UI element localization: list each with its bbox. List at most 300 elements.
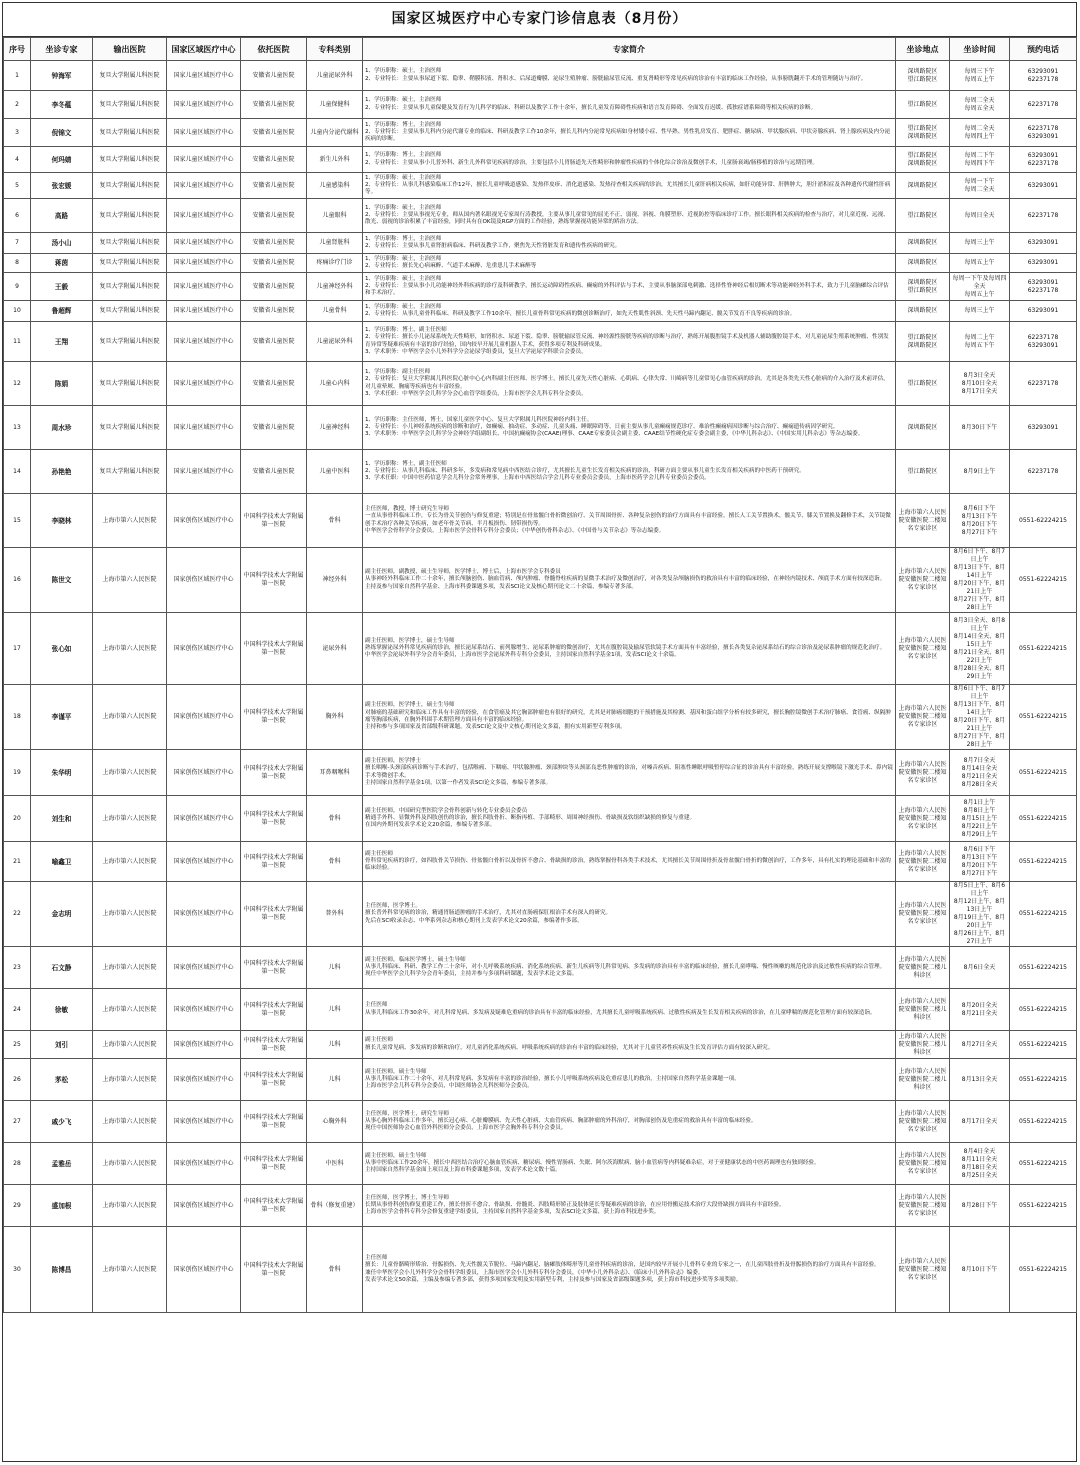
- base-hospital: 中国科学技术大学附属第一医院: [241, 750, 307, 796]
- row-number: 30: [4, 1227, 31, 1313]
- booking-phone: 63293091: [1010, 301, 1077, 322]
- expert-name: 何玛婧: [31, 147, 93, 173]
- output-hospital: 上海市第六人民医院: [93, 750, 167, 796]
- expert-intro: 1、学历职称：主任医师，博士，国家儿童医学中心、复旦大学附属儿科医院神经内科主任。 2、专业特长：小儿神经系统疾病的诊断和治疗，如癫痫、抽动症、多动症、儿童头痛、睡眠障碍等，日前主要从事儿童癫痫规范诊疗、难治性癫痫病因诊断与综合治疗、癫痫遗传病因学研究。 3、学术职务：中华医学会儿科学分会神经学组副组长、中国抗癫痫协会(CAAE)理事、CAAE专家委员会副主委、CAAE结节性硬化症专委会副主委，《中华儿科杂志》、《中国实用儿科杂志》等杂志编委。: [363, 406, 896, 450]
- base-hospital: 中国科学技术大学附属第一医院: [241, 1101, 307, 1143]
- booking-phone: 0551-62224215: [1010, 1185, 1077, 1227]
- clinic-location: 上海市第六人民医院安徽医院二楼知名专家诊区: [896, 1185, 950, 1227]
- booking-phone: 0551-62224215: [1010, 685, 1077, 750]
- department: 儿童神经外科: [307, 273, 363, 301]
- base-hospital: 安徽省儿童医院: [241, 147, 307, 173]
- expert-name: 石文静: [31, 947, 93, 989]
- expert-name: 徐敏: [31, 989, 93, 1031]
- clinic-location: 望江路院区 深圳路院区: [896, 322, 950, 362]
- row-number: 11: [4, 322, 31, 362]
- regional-center: 国家儿童区域医疗中心: [167, 362, 241, 406]
- department: 心胸外科: [307, 1101, 363, 1143]
- clinic-location: 上海市第六人民医院安徽医院二楼知名专家诊区: [896, 1227, 950, 1313]
- expert-name: 周水珍: [31, 406, 93, 450]
- regional-center: 国家儿童区域医疗中心: [167, 273, 241, 301]
- table-row: [4, 1185, 1077, 1227]
- clinic-time: 8月3日全天、8月8日上午 8月14日全天、8月15日上午 8月21日全天、8月22日上午 8月28日全天、8月29日上午: [950, 613, 1010, 685]
- clinic-time: 8月6日下午 8月13日下午 8月20日下午 8月27日下午: [950, 494, 1010, 548]
- booking-phone: 0551-62224215: [1010, 947, 1077, 989]
- col-header: 专科类别: [307, 38, 363, 61]
- output-hospital: 上海市第六人民医院: [93, 494, 167, 548]
- booking-phone: 63293091: [1010, 233, 1077, 254]
- expert-intro: 主任医师，医学博士。 擅长普外科常见病的诊治，精通胃肠道肿瘤的手术治疗，尤其对直肠癌保肛根治手术有深入的研究。 先后在SCI收录杂志、中华系列杂志和核心期刊上发表学术论文20余篇，参编著作多部。: [363, 882, 896, 947]
- expert-name: 陈世文: [31, 548, 93, 613]
- clinic-location: 深圳路院区: [896, 254, 950, 273]
- base-hospital: 中国科学技术大学附属第一医院: [241, 882, 307, 947]
- row-number: 3: [4, 119, 31, 147]
- output-hospital: 上海市第六人民医院: [93, 548, 167, 613]
- department: 儿科: [307, 1059, 363, 1101]
- clinic-time: 每周一下午 每周二全天: [950, 173, 1010, 199]
- regional-center: 国家创伤区域医疗中心: [167, 842, 241, 882]
- base-hospital: 中国科学技术大学附属第一医院: [241, 613, 307, 685]
- row-number: 28: [4, 1143, 31, 1185]
- clinic-location: 望江路院区 深圳路院区: [896, 147, 950, 173]
- row-number: 17: [4, 613, 31, 685]
- clinic-time: 8月20日全天 8月21日全天: [950, 989, 1010, 1031]
- output-hospital: 上海市第六人民医院: [93, 1227, 167, 1313]
- department: 新生儿外科: [307, 147, 363, 173]
- department: 儿童内分泌代谢科: [307, 119, 363, 147]
- clinic-location: 望江路院区: [896, 362, 950, 406]
- regional-center: 国家创伤区域医疗中心: [167, 989, 241, 1031]
- expert-intro: 1、学历职称：硕士，主治医师 2、专业特长：主要从事尿道下裂、隐睾、鞘膜积液、肾积水、后尿道瓣膜、泌尿生殖肿瘤、膀胱输尿管反流、重复肾畸形等常见疾病的诊治有丰富的临床工作经验，从事膀胱翻开手术的管理随访与治疗。: [363, 61, 896, 91]
- booking-phone: 62237178: [1010, 362, 1077, 406]
- expert-name: 蒋茵: [31, 254, 93, 273]
- regional-center: 国家创伤区域医疗中心: [167, 1227, 241, 1313]
- expert-intro: 1、学历职称：博士，副主任医师 2、专业特长：擅长小儿泌尿系统先天性畸形，如肾积水、尿道下裂、隐睾、膀胱输尿管反流、神经源性膀胱等疾病的诊断与治疗，熟练开展腹腔镜手术及机器人辅助腹腔镜手术，对儿童泌尿生殖系统肿瘤、性别发育异常等疑难疾病有丰富的诊疗经验，国内较早开展儿童机器人手术，获得多项专利及科研成果。 3、学术职务：中华医学会小儿外科学分会泌尿学组委员，复旦大学泌尿学科联合会委员。: [363, 322, 896, 362]
- department: 骨科（修复重建）: [307, 1185, 363, 1227]
- expert-name: 茅松: [31, 1059, 93, 1101]
- base-hospital: 中国科学技术大学附属第一医院: [241, 494, 307, 548]
- row-number: 16: [4, 548, 31, 613]
- output-hospital: 复旦大学附属儿科医院: [93, 91, 167, 119]
- base-hospital: 安徽省儿童医院: [241, 119, 307, 147]
- regional-center: 国家创伤区域医疗中心: [167, 796, 241, 842]
- regional-center: 国家儿童区域医疗中心: [167, 254, 241, 273]
- expert-name: 陈博昌: [31, 1227, 93, 1313]
- booking-phone: 0551-62224215: [1010, 1227, 1077, 1313]
- row-number: 2: [4, 91, 31, 119]
- output-hospital: 上海市第六人民医院: [93, 1031, 167, 1059]
- clinic-time: 8月6日下午 8月13日下午 8月20日下午 8月27日下午: [950, 842, 1010, 882]
- clinic-location: 望江路院区: [896, 450, 950, 494]
- output-hospital: 复旦大学附属儿科医院: [93, 273, 167, 301]
- table-row: [4, 750, 1077, 796]
- booking-phone: 63293091: [1010, 254, 1077, 273]
- row-number: 22: [4, 882, 31, 947]
- clinic-time: 每周三上午: [950, 301, 1010, 322]
- department: 胸外科: [307, 685, 363, 750]
- regional-center: 国家创伤区域医疗中心: [167, 750, 241, 796]
- base-hospital: 安徽省儿童医院: [241, 254, 307, 273]
- expert-intro: 副主任医师 骨科常见疾病的诊疗，如四肢骨关节损伤、骨盆髋臼骨折以及骨折不愈合、骨缺损的诊治，熟练掌握骨科各类手术技术，尤其擅长关节周围骨折及骨盆髋臼骨折的微创治疗，工作多年，具有扎实的理论基础和丰富的临床经验。: [363, 842, 896, 882]
- output-hospital: 复旦大学附属儿科医院: [93, 254, 167, 273]
- clinic-time: 每周日全天: [950, 199, 1010, 233]
- department: 儿童泌尿外科: [307, 61, 363, 91]
- booking-phone: 0551-62224215: [1010, 796, 1077, 842]
- regional-center: 国家儿童区域医疗中心: [167, 199, 241, 233]
- department: 儿童中医科: [307, 450, 363, 494]
- col-header: 坐诊专家: [31, 38, 93, 61]
- row-number: 25: [4, 1031, 31, 1059]
- output-hospital: 上海市第六人民医院: [93, 989, 167, 1031]
- expert-name: 孟雅岳: [31, 1143, 93, 1185]
- clinic-location: 上海市第六人民医院安徽医院二楼儿科诊区: [896, 989, 950, 1031]
- base-hospital: 安徽省儿童医院: [241, 450, 307, 494]
- department: 骨科: [307, 796, 363, 842]
- expert-name: 张心如: [31, 613, 93, 685]
- expert-intro: 1、学历职称：硕士，主治医师 2、专业特长：从事儿科感染临床工作12年，擅长儿童呼吸道感染、发热伴皮疹、消化道感染、发热待查相关疾病的诊治，尤其擅长儿童肝病相关疾病，如肝功能异常、肝脾肿大，胆汁淤积症及各种遗传代谢性肝病等。: [363, 173, 896, 199]
- base-hospital: 中国科学技术大学附属第一医院: [241, 1143, 307, 1185]
- output-hospital: 复旦大学附属儿科医院: [93, 147, 167, 173]
- expert-intro: 1、学历职称：硕士，主治医师 2、专业特长：从事儿童骨科临床、科研及教学工作10余年，擅长儿童骨科常见疾病的微创诊断治疗，如先天性肌性斜颈、先天性马蹄内翻足、髋关节发育不良等疾病的诊治。: [363, 301, 896, 322]
- expert-name: 鲁超辉: [31, 301, 93, 322]
- expert-intro: 主任医师 从事儿科临床工作30余年，对儿科常见病、多发病及疑难危重病的诊治具有丰富的临床经验，尤其擅长儿童呼吸系统疾病、过敏性疾病及生长发育相关疾病的诊治，在儿童哮喘的规范化管理方面有较深造诣。: [363, 989, 896, 1031]
- regional-center: 国家创伤区域医疗中心: [167, 1101, 241, 1143]
- col-header: 国家区域医疗中心: [167, 38, 241, 61]
- expert-intro: 副主任医师，硕士生导师 从事中医临床工作20余年，擅长中西医结合治疗心脑血管疾病、糖尿病、慢性胃肠病、失眠、阿尔茨海默病、脑小血管病等内科疑难杂症，对于亚健康状态的中医药调理也有独到经验。 主持国家自然科学基金面上项目及上海市科委课题多项，发表学术论文数十篇。: [363, 1143, 896, 1185]
- expert-intro: 1、学历职称：博士，主治医师 2、专业特长：主要从事小儿普外科、新生儿外科常见疾病的诊治，主要包括小儿胃肠道先天性畸形和肿瘤性疾病的个体化综合诊治及微创手术，儿童肠衰竭/肠移植的诊治与远期管理。: [363, 147, 896, 173]
- clinic-time: 8月27日全天: [950, 1031, 1010, 1059]
- regional-center: 国家创伤区域医疗中心: [167, 947, 241, 989]
- booking-phone: 0551-62224215: [1010, 989, 1077, 1031]
- department: 儿童保健科: [307, 91, 363, 119]
- department: 儿童眼科: [307, 199, 363, 233]
- clinic-time: 每周二下午 每周四下午: [950, 147, 1010, 173]
- clinic-time: 8月1日上午 8月8日上午 8月15日上午 8月22日上午 8月29日上午: [950, 796, 1010, 842]
- clinic-time: 8月4日全天 8月11日全天 8月18日全天 8月25日全天: [950, 1143, 1010, 1185]
- row-number: 14: [4, 450, 31, 494]
- row-number: 20: [4, 796, 31, 842]
- regional-center: 国家创伤区域医疗中心: [167, 548, 241, 613]
- clinic-location: 上海市第六人民医院安徽医院二楼知名专家诊区: [896, 548, 950, 613]
- expert-name: 陈娟: [31, 362, 93, 406]
- regional-center: 国家创伤区域医疗中心: [167, 1143, 241, 1185]
- output-hospital: 复旦大学附属儿科医院: [93, 199, 167, 233]
- regional-center: 国家儿童区域医疗中心: [167, 450, 241, 494]
- col-header: 序号: [4, 38, 31, 61]
- row-number: 1: [4, 61, 31, 91]
- row-number: 26: [4, 1059, 31, 1101]
- regional-center: 国家儿童区域医疗中心: [167, 61, 241, 91]
- department: 儿童神经科: [307, 406, 363, 450]
- clinic-location: 上海市第六人民医院安徽医院二楼知名专家诊区: [896, 750, 950, 796]
- row-number: 10: [4, 301, 31, 322]
- table-row: [4, 301, 1077, 322]
- clinic-time: 8月30日下午: [950, 406, 1010, 450]
- col-header: 依托医院: [241, 38, 307, 61]
- output-hospital: 复旦大学附属儿科医院: [93, 322, 167, 362]
- department: 儿童心内科: [307, 362, 363, 406]
- row-number: 24: [4, 989, 31, 1031]
- clinic-location: 深圳路院区 望江路院区: [896, 61, 950, 91]
- department: 儿科: [307, 1031, 363, 1059]
- clinic-time: 每周二全天 每周五全天: [950, 91, 1010, 119]
- expert-name: 汤小山: [31, 233, 93, 254]
- regional-center: 国家创伤区域医疗中心: [167, 1185, 241, 1227]
- expert-name: 朱华明: [31, 750, 93, 796]
- output-hospital: 复旦大学附属儿科医院: [93, 301, 167, 322]
- regional-center: 国家儿童区域医疗中心: [167, 406, 241, 450]
- department: 骨科: [307, 494, 363, 548]
- department: 普外科: [307, 882, 363, 947]
- regional-center: 国家创伤区域医疗中心: [167, 882, 241, 947]
- table-row: [4, 147, 1077, 173]
- regional-center: 国家创伤区域医疗中心: [167, 494, 241, 548]
- table-row: [4, 406, 1077, 450]
- table-row: [4, 947, 1077, 989]
- expert-name: 李晓林: [31, 494, 93, 548]
- booking-phone: 62237178: [1010, 450, 1077, 494]
- clinic-time: 每周五上午: [950, 254, 1010, 273]
- clinic-time: 每周三上午: [950, 233, 1010, 254]
- expert-intro: 1、学历职称：副主任医师 2、专业特长：复旦大学附属儿科医院心脏中心心内科副主任医师、医学博士，擅长儿童先天性心脏病、心肌病、心律失常、川崎病等儿童常见心血管疾病的诊治，尤其是各类先天性心脏病的介入治疗及术前评估，对儿童晕厥、胸痛等疾病也有丰富经验。 3、学术任职：中华医学会儿科学分会心血管学组委员，上海市医学会儿科专科分会委员。: [363, 362, 896, 406]
- table-header: [4, 38, 1077, 61]
- regional-center: 国家儿童区域医疗中心: [167, 233, 241, 254]
- clinic-location: 上海市第六人民医院安徽医院二楼儿科诊区: [896, 947, 950, 989]
- table-row: [4, 548, 1077, 613]
- booking-phone: 0551-62224215: [1010, 750, 1077, 796]
- base-hospital: 安徽省儿童医院: [241, 91, 307, 119]
- row-number: 27: [4, 1101, 31, 1143]
- expert-intro: 1、学历职称：硕士，主治医师 2、专业特长：主要从事儿童保健及发育行为儿科学的临床、科研以及教学工作十余年，擅长儿童发育障碍性疾病和语言发育障碍、全面发育迟缓、孤独症谱系障碍等相关疾病的诊断。: [363, 91, 896, 119]
- row-number: 19: [4, 750, 31, 796]
- table-row: [4, 233, 1077, 254]
- clinic-time: 8月6日下午、8月7日上午 8月13日下午、8月14日上午 8月20日下午、8月21日上午 8月27日下午、8月28日上午: [950, 685, 1010, 750]
- clinic-time: 8月5日上午、8月6日上午 8月12日上午、8月13日上午 8月19日上午、8月20日上午 8月26日上午、8月27日上午: [950, 882, 1010, 947]
- base-hospital: 中国科学技术大学附属第一医院: [241, 548, 307, 613]
- expert-name: 李冬蕴: [31, 91, 93, 119]
- clinic-location: 深圳路院区 望江路院区: [896, 273, 950, 301]
- department: 疼痛诊疗门诊: [307, 254, 363, 273]
- output-hospital: 上海市第六人民医院: [93, 842, 167, 882]
- booking-phone: 0551-62224215: [1010, 613, 1077, 685]
- col-header: 输出医院: [93, 38, 167, 61]
- schedule-sheet: [2, 2, 1077, 1462]
- department: 儿童肾脏科: [307, 233, 363, 254]
- expert-intro: 主任医师，医学博士，研究生导师 从事心胸外科临床工作多年，擅长冠心病、心脏瓣膜病、先天性心脏病、大血管疾病、胸部肿瘤的外科治疗，对胸部创伤及危重症的救治具有丰富的临床经验。 现任中国医师协会心血管外科医师分会委员，上海市医学会胸外科专科分会委员。: [363, 1101, 896, 1143]
- table-row: [4, 362, 1077, 406]
- expert-name: 盛加根: [31, 1185, 93, 1227]
- table-row: [4, 1031, 1077, 1059]
- table-row: [4, 199, 1077, 233]
- output-hospital: 上海市第六人民医院: [93, 947, 167, 989]
- regional-center: 国家儿童区域医疗中心: [167, 301, 241, 322]
- clinic-time: 每周一下午及每周四全天 每周五上午: [950, 273, 1010, 301]
- booking-phone: 0551-62224215: [1010, 842, 1077, 882]
- expert-intro: 副主任医师，医学博士，硕士生导师 对肺癌的基础研究和临床工作具有丰富的经验，在食管癌及其它胸部肿瘤也有很好的研究，尤其是对肺癌细胞的干预措施及其检测、基因和蛋白组学分析有较多研究，擅长胸腔镜微创手术治疗肺癌、食管癌、纵隔肿瘤等胸部疾病，在胸外科围手术期管理方面具有丰富的临床经验。 主持和参与多项国家及省部级科研课题，发表SCI论文及中文核心期刊论文多篇，拥有实用新型专利多项。: [363, 685, 896, 750]
- booking-phone: 0551-62224215: [1010, 494, 1077, 548]
- expert-table: [3, 37, 1077, 1313]
- clinic-location: 上海市第六人民医院安徽医院二楼知名专家诊区: [896, 796, 950, 842]
- regional-center: 国家创伤区域医疗中心: [167, 1031, 241, 1059]
- clinic-location: 上海市第六人民医院安徽医院二楼知名专家诊区: [896, 494, 950, 548]
- booking-phone: 63293091 62237178: [1010, 273, 1077, 301]
- base-hospital: 中国科学技术大学附属第一医院: [241, 685, 307, 750]
- expert-intro: 1、学历职称：博士，主治医师 2、专业特长：主要从事儿童肾脏病临床、科研及教学工作，聚焦先天性肾脏发育和遗传性疾病的研究。: [363, 233, 896, 254]
- booking-phone: 63293091 62237178: [1010, 147, 1077, 173]
- clinic-time: 每周二上午 每周五下午: [950, 322, 1010, 362]
- expert-intro: 1、学历职称：硕士，主治医师 2、专业特长：擅长先心病麻醉、气道手术麻醉、危重患儿手术麻醉等: [363, 254, 896, 273]
- row-number: 13: [4, 406, 31, 450]
- row-number: 7: [4, 233, 31, 254]
- expert-intro: 1、学历职称：硕士，主治医师 2、专业特长：主要从事小儿功能神经外科疾病的诊疗及科研教学，擅长运动障碍性疾病、癫痫的外科评估与手术，主要从事脑深部电刺激、选择性脊神经后根切断术等功能神经外科手术，致力于儿童脑瘫综合评估和手术治疗。: [363, 273, 896, 301]
- expert-intro: 副主任医师，硕士生导师 从事儿科临床工作二十余年，对儿科常见病、多发病有丰富的诊治经验，擅长小儿呼吸系统疾病及危重症患儿的救治，主持国家自然科学基金课题一项。 上海市医学会儿科专科分会委员，中国医师协会儿科医师分会委员。: [363, 1059, 896, 1101]
- regional-center: 国家儿童区域医疗中心: [167, 119, 241, 147]
- clinic-time: 每周二全天 每周四上午: [950, 119, 1010, 147]
- expert-intro: 1、学历职称：博士，主治医师 2、专业特长：主要从事儿科内分泌代谢专业的临床、科研及教学工作10余年，擅长儿科内分泌常见疾病如身材矮小症、性早熟、男性乳房发育、肥胖症、糖尿病、甲状腺疾病、甲状旁腺疾病、肾上腺疾病及内分泌疾病的诊断。: [363, 119, 896, 147]
- department: 骨科: [307, 1227, 363, 1313]
- expert-name: 刘生和: [31, 796, 93, 842]
- table-row: [4, 119, 1077, 147]
- department: 骨科: [307, 842, 363, 882]
- booking-phone: 62237178: [1010, 91, 1077, 119]
- base-hospital: 中国科学技术大学附属第一医院: [241, 796, 307, 842]
- booking-phone: 63293091: [1010, 406, 1077, 450]
- expert-intro: 1、学历职称：硕士，主治医师 2、专业特长：主要从事视光专业，师从国内著名眼视光专家周行涛教授，主要从事儿童常见的屈光不正、弱视、斜视、角膜塑形、近视防控等临床诊疗工作。擅长眼科相关疾病的检查与治疗，对儿童近视、远视、散光、弱视的诊治积累了丰富经验，同时具有在OK镜及RGP方面的工作经验，熟练掌握视功能异常的矫治方法。: [363, 199, 896, 233]
- clinic-location: 上海市第六人民医院安徽医院二楼知名专家诊区: [896, 1101, 950, 1143]
- table-row: [4, 1227, 1077, 1313]
- expert-name: 王毅: [31, 273, 93, 301]
- clinic-time: 8月13日全天: [950, 1059, 1010, 1101]
- row-number: 5: [4, 173, 31, 199]
- expert-intro: 主任医师 擅长：儿童骨骼畸形矫治、骨骺损伤、先天性髋关节脱位、马蹄内翻足、脑瘫肢体畸形等儿童骨科疾病的诊治，是国内较早开展小儿骨科专业的专家之一，在儿童四肢骨折及骨骺损伤的治疗方面具有丰富经验。 兼任中华医学会小儿外科学分会骨科学组委员，上海市医学会小儿外科专科分会委员，《中华小儿外科杂志》、《临床小儿外科杂志》编委。 发表学术论文50余篇，主编及参编专著多部，获得多项国家发明及实用新型专利，主持及参与国家及省部级课题多项，获上海市科技进步奖等多项奖励。: [363, 1227, 896, 1313]
- booking-phone: 0551-62224215: [1010, 882, 1077, 947]
- expert-intro: 副主任医师 擅长儿童常见病、多发病的诊断和治疗，对儿童消化系统疾病、呼吸系统疾病的诊治有丰富的临床经验，尤其对于儿童营养性疾病及生长发育评估方面有较深入研究。: [363, 1031, 896, 1059]
- row-number: 12: [4, 362, 31, 406]
- col-header: 预约电话: [1010, 38, 1077, 61]
- regional-center: 国家创伤区域医疗中心: [167, 613, 241, 685]
- clinic-location: 望江路院区: [896, 91, 950, 119]
- base-hospital: 中国科学技术大学附属第一医院: [241, 1031, 307, 1059]
- row-number: 21: [4, 842, 31, 882]
- clinic-location: 上海市第六人民医院安徽医院二楼知名专家诊区: [896, 882, 950, 947]
- output-hospital: 复旦大学附属儿科医院: [93, 61, 167, 91]
- expert-name: 金志明: [31, 882, 93, 947]
- base-hospital: 安徽省儿童医院: [241, 362, 307, 406]
- table-row: [4, 685, 1077, 750]
- output-hospital: 上海市第六人民医院: [93, 1143, 167, 1185]
- booking-phone: 0551-62224215: [1010, 1031, 1077, 1059]
- expert-intro: 主任医师，医学博士，博士生导师 长期从事骨科创伤修复重建工作，擅长骨折不愈合、骨缺损、骨髓炎、四肢畸形矫正及肢体延长等疑难疾病的诊治，在应用骨搬运技术治疗大段骨缺损方面具有丰富经验。 上海市医学会骨科专科分会修复重建学组委员，主持国家自然科学基金多项，发表SCI论文多篇，获上海市科技进步奖。: [363, 1185, 896, 1227]
- clinic-time: 每周三下午 每周五上午: [950, 61, 1010, 91]
- output-hospital: 复旦大学附属儿科医院: [93, 450, 167, 494]
- clinic-location: 望江路院区 深圳路院区: [896, 119, 950, 147]
- expert-intro: 副主任医师，医学博士 擅长咽喉-头颈部疾病诊断与手术治疗，包括喉癌、下咽癌、甲状腺肿瘤、颈部肿块等头颈部良恶性肿瘤的诊治，对嗓音疾病、阻塞性睡眠呼吸暂停综合征的诊治具有丰富经验，熟练开展支撑喉镜下激光手术、鼻内镜手术等微创手术。 主持国家自然科学基金1项，以第一作者发表SCI论文多篇，参编专著多部。: [363, 750, 896, 796]
- output-hospital: 复旦大学附属儿科医院: [93, 406, 167, 450]
- base-hospital: 安徽省儿童医院: [241, 199, 307, 233]
- clinic-location: 上海市第六人民医院安徽医院二楼知名专家诊区: [896, 1143, 950, 1185]
- regional-center: 国家创伤区域医疗中心: [167, 1059, 241, 1101]
- col-header: 专家简介: [363, 38, 896, 61]
- department: 儿科: [307, 989, 363, 1031]
- booking-phone: 63293091 62237178: [1010, 61, 1077, 91]
- clinic-location: 上海市第六人民医院安徽医院二楼儿科诊区: [896, 1031, 950, 1059]
- base-hospital: 中国科学技术大学附属第一医院: [241, 842, 307, 882]
- table-row: [4, 989, 1077, 1031]
- clinic-location: 深圳路院区: [896, 301, 950, 322]
- regional-center: 国家儿童区域医疗中心: [167, 173, 241, 199]
- base-hospital: 安徽省儿童医院: [241, 173, 307, 199]
- base-hospital: 中国科学技术大学附属第一医院: [241, 947, 307, 989]
- table-row: [4, 254, 1077, 273]
- table-row: [4, 882, 1077, 947]
- clinic-location: 上海市第六人民医院安徽医院二楼儿科诊区: [896, 1059, 950, 1101]
- expert-name: 张宏媛: [31, 173, 93, 199]
- expert-intro: 主任医师，教授，博士研究生导师 一直从事骨科临床工作，专长为骨关节创伤与修复重建；特别是在骨盆髋臼骨折微创治疗、关节周围骨折、各种复杂创伤的治疗方面具有丰富经验。擅长人工关节置换术，髋关节、膝关节置换及翻修手术，关节镜微创手术治疗各种关节疾病，如老年骨关节病、半月板损伤、韧带损伤等。 中华医学会骨科学分会委员，上海市医学会骨科专科分会委员；《中华创伤骨科杂志》、《中国骨与关节杂志》等杂志编委。: [363, 494, 896, 548]
- regional-center: 国家创伤区域医疗中心: [167, 685, 241, 750]
- clinic-location: 上海市第六人民医院安徽医院二楼知名专家诊区: [896, 613, 950, 685]
- table-row: [4, 173, 1077, 199]
- department: 中医科: [307, 1143, 363, 1185]
- booking-phone: 0551-62224215: [1010, 1101, 1077, 1143]
- table-row: [4, 1101, 1077, 1143]
- table-row: [4, 796, 1077, 842]
- base-hospital: 安徽省儿童医院: [241, 61, 307, 91]
- expert-intro: 副主任医师，副教授，硕士生导师，医学博士，博士后，上海市医学会专科委员 从事神经外科临床工作二十余年，擅长颅脑创伤、脑血管病、颅内肿瘤、脊髓脊柱疾病的显微手术治疗及微创治疗，对各类复杂颅脑损伤的救治具有丰富的临床经验，在神经内镜技术、颅底手术方面有较深造诣。 主持及参与国家自然科学基金、上海市科委课题多项，发表SCI论文及核心期刊论文二十余篇，参编专著多部。: [363, 548, 896, 613]
- booking-phone: 0551-62224215: [1010, 548, 1077, 613]
- base-hospital: 安徽省儿童医院: [241, 406, 307, 450]
- col-header: 坐诊时间: [950, 38, 1010, 61]
- base-hospital: 中国科学技术大学附属第一医院: [241, 1059, 307, 1101]
- department: 儿童泌尿外科: [307, 322, 363, 362]
- clinic-time: 8月7日全天 8月14日全天 8月21日全天 8月28日全天: [950, 750, 1010, 796]
- output-hospital: 上海市第六人民医院: [93, 796, 167, 842]
- regional-center: 国家儿童区域医疗中心: [167, 147, 241, 173]
- expert-name: 钟海军: [31, 61, 93, 91]
- row-number: 29: [4, 1185, 31, 1227]
- department: 耳鼻咽喉科: [307, 750, 363, 796]
- department: 儿科: [307, 947, 363, 989]
- clinic-location: 望江路院区: [896, 199, 950, 233]
- expert-intro: 副主任医师，医学博士，硕士生导师 熟练掌握泌尿外科常见疾病的诊治，擅长泌尿系结石、前列腺增生、泌尿系肿瘤的微创治疗，尤其在腹腔镜及输尿管软镜手术方面具有丰富经验，擅长各类复杂泌尿系结石的综合诊治及泌尿系肿瘤的规范化治疗。 中华医学会泌尿外科学分会青年委员，上海市医学会泌尿外科专科分会委员，主持国家自然科学基金1项，发表SCI论文十余篇。: [363, 613, 896, 685]
- base-hospital: 中国科学技术大学附属第一医院: [241, 1185, 307, 1227]
- expert-intro: 副主任医师，中国研究型医院学会骨科创新与转化专业委员会委员 精通手外科、显微外科及四肢创伤的诊治，擅长四肢骨折、断指再植、手部畸形、周围神经损伤、骨缺损及软组织缺损的修复与重建。 在国内外期刊发表学术论文20余篇，参编专著多部。: [363, 796, 896, 842]
- row-number: 8: [4, 254, 31, 273]
- department: 儿童感染科: [307, 173, 363, 199]
- clinic-time: 8月10日下午: [950, 1227, 1010, 1313]
- output-hospital: 上海市第六人民医院: [93, 1185, 167, 1227]
- table-row: [4, 273, 1077, 301]
- output-hospital: 复旦大学附属儿科医院: [93, 233, 167, 254]
- output-hospital: 复旦大学附属儿科医院: [93, 173, 167, 199]
- booking-phone: 62237178 63293091: [1010, 119, 1077, 147]
- table-row: [4, 450, 1077, 494]
- output-hospital: 复旦大学附属儿科医院: [93, 362, 167, 406]
- row-number: 6: [4, 199, 31, 233]
- col-header: 坐诊地点: [896, 38, 950, 61]
- booking-phone: 62237178 63293091: [1010, 322, 1077, 362]
- table-row: [4, 613, 1077, 685]
- expert-name: 李谨平: [31, 685, 93, 750]
- regional-center: 国家儿童区域医疗中心: [167, 322, 241, 362]
- clinic-time: 8月9日上午: [950, 450, 1010, 494]
- clinic-location: 深圳路院区: [896, 406, 950, 450]
- expert-name: 刘引: [31, 1031, 93, 1059]
- expert-name: 喻鑫卫: [31, 842, 93, 882]
- table-row: [4, 91, 1077, 119]
- page-title: 国家区城医疗中心专家门诊信息表（8月份）: [3, 3, 1076, 37]
- booking-phone: 62237178: [1010, 199, 1077, 233]
- output-hospital: 上海市第六人民医院: [93, 1059, 167, 1101]
- expert-name: 倪锦文: [31, 119, 93, 147]
